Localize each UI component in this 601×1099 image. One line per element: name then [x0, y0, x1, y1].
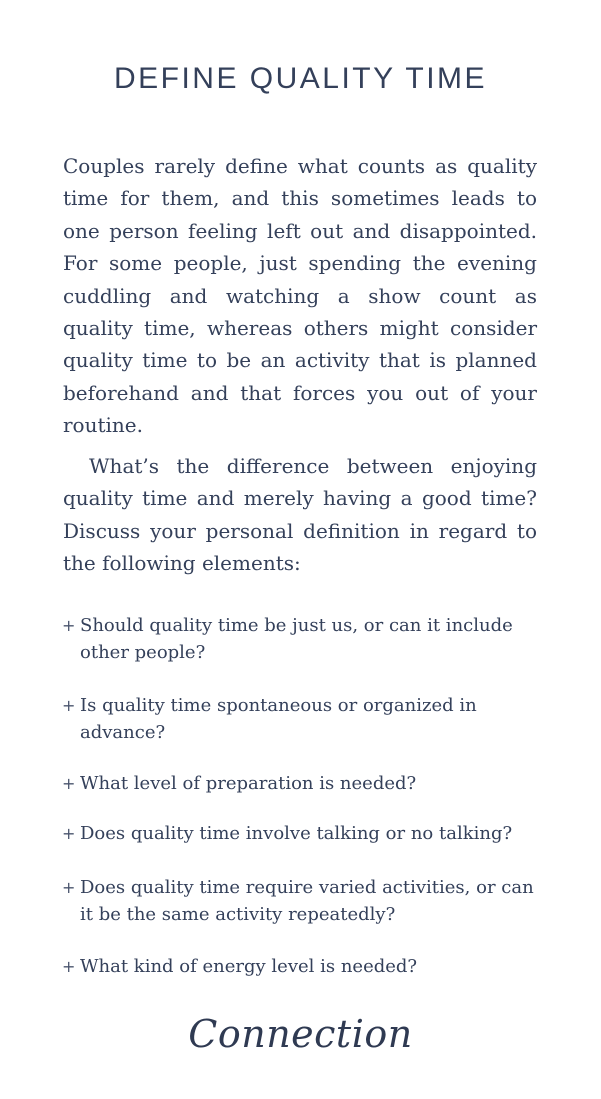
list-item-text: Should quality time be just us, or can it include other people?: [80, 615, 513, 663]
list-item: [62, 692, 542, 746]
list-item: [62, 612, 542, 666]
connection-logo: Connection: [188, 1012, 413, 1056]
list-item-text: What level of preparation is needed?: [80, 773, 417, 794]
plus-icon: +: [62, 696, 76, 715]
plus-icon: +: [62, 824, 76, 843]
list-item-text: Does quality time involve talking or no talking?: [80, 823, 513, 844]
list-item: [62, 820, 542, 847]
question-paragraph: What’s the difference between enjoying quality time and merely having a good time? Discuss your personal definition in regard to the following elements:: [63, 454, 537, 576]
list-item-text: Is quality time spontaneous or organized in advance?: [80, 695, 477, 743]
plus-icon: +: [62, 957, 76, 976]
list-item-text: Does quality time require varied activities, or can it be the same activity repeatedly?: [80, 877, 534, 925]
list-item: [62, 770, 542, 797]
list-item: [62, 874, 542, 928]
intro-paragraph: Couples rarely define what counts as quality time for them, and this sometimes leads to one person feeling left out and disappointed. For some people, just spending the evening cuddling and watching a show count as quality time, whereas others might consider quality time to be an activity that is planned beforehand and that forces you out of your routine.: [63, 154, 537, 438]
card-title: DEFINE QUALITY TIME: [113, 62, 488, 95]
plus-icon: +: [62, 616, 76, 635]
list-item-text: What kind of energy level is needed?: [80, 956, 418, 977]
list-item: [62, 953, 542, 980]
plus-icon: +: [62, 878, 76, 897]
plus-icon: +: [62, 774, 76, 793]
